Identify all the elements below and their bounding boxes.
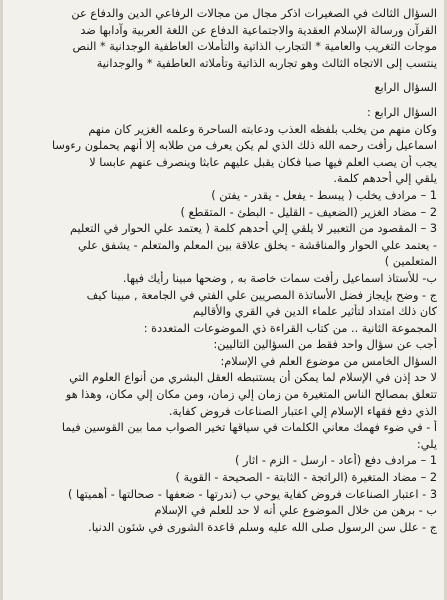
text-line: تتعلق بمصالح الناس المتغيرة من زمان إلي زمان، ومن مكان إلي مكان، وهذا هو — [65, 388, 437, 402]
text-line: يلي: — [416, 437, 437, 451]
text-line: 2 – مضاد الغزير (الضعيف - القليل - البطئ - المتقطع ) — [180, 205, 437, 219]
text-line: ب - برهن من خلال الموضوع علي أنه لا حد للعلم في الإسلام — [154, 504, 437, 518]
section-gap — [8, 97, 437, 105]
text-line: 1 – مرادف يخلب ( يبسط - يفعل - يقدر - يفتن ) — [211, 188, 437, 202]
text-line: 3 - اعتبار الصناعات فروض كفاية يوحي ب (ندرتها - ضعفها - صحالتها - أهميتها ) — [68, 487, 437, 501]
text-line: 3 – المقصود من التعبير لا يلقي إلي أحدهم كلمة ( يعتمد علي الحوار في التعليم — [69, 222, 437, 236]
text-line: لا حد إذن في الإسلام لما يمكن أن يستنبطه العقل البشري من أنواع العلوم التي — [69, 371, 437, 385]
text-line: وكان منهم من يخلب بلفظه العذب ودعابته الساحرة وعلمه الغزير كان منهم — [88, 122, 437, 136]
text-line: السؤال الرابع — [374, 81, 437, 95]
section-gap — [8, 72, 437, 80]
text-line: ج - وضح بإيجاز فضل الأساتذة المصريين علي الفتي في الجامعة , مبينا كيف — [86, 288, 437, 302]
text-line: المجموعة الثانية .. من كتاب القراءة ذي الموضوعات المتعددة : — [143, 321, 437, 335]
text-line: القرآن ورسالة الإسلام العقدية والاجتماعية الدفاع عن اللغة العربية وآدابها ضد — [80, 23, 437, 37]
text-line: السؤال الثالث في الصغيرات اذكر مجال من مجالات الرفاعي الدين والدفاع عن — [71, 7, 437, 20]
text-paragraph — [8, 271, 437, 321]
text-line: السؤال الرابع : — [367, 105, 437, 119]
text-line: اسماعيل رأفت رحمه الله ذلك الذي لم يكن يعرف من طلابه إلا أنهم يحملون رءوسا — [51, 139, 437, 153]
text-line: أجب عن سؤال واحد فقط من السؤالين التاليين: — [213, 338, 437, 352]
text-line: كان ذلك امتداد لتأثير علماء الدين في القري والأقاليم — [192, 305, 437, 319]
text-paragraph — [8, 188, 437, 271]
text-line: يلقي إلي أحدهم كلمة. — [333, 172, 437, 186]
section-heading — [8, 105, 437, 122]
text-line: المتعلمين ) — [384, 255, 437, 269]
text-paragraph — [8, 321, 437, 454]
text-line: ج - علل سن الرسول صلى الله عليه وسلم قاعدة الشورى في شئون الدنيا. — [88, 520, 437, 534]
text-line: 2 – مضاد المتغيرة (الراتجة - الثابتة - الصحيحة - القوية ) — [175, 471, 437, 485]
section-heading — [8, 80, 437, 97]
document-body — [8, 6, 437, 536]
text-line: - يعتمد علي الحوار والمناقشة - يخلق علاقة بين المعلم والمتعلم - يشفق علي — [78, 238, 437, 252]
text-line: الذي دفع فقهاء الإسلام إلي اعتبار الصناعات فروض كفاية. — [168, 404, 437, 418]
text-line: 1 – مرادف دفع (أعاد - ارسل - الزم - اثار ) — [235, 454, 437, 468]
text-paragraph — [8, 453, 437, 536]
text-line: موجات التغريب والعامية * التجارب الذاتية والتأملات العاطفية الوجدانية * النص — [72, 40, 437, 54]
text-paragraph — [8, 122, 437, 188]
text-line: أ - في ضوء فهمك معاني الكلمات في سياقها تخير الصواب مما بين القوسين فيما — [61, 421, 437, 435]
page-edge-left — [0, 0, 3, 600]
text-line: ينتسب إلى الاتجاه الثالث وهو تجاربه الذاتية وتأملاته العاطفية * والوجدانية — [96, 56, 437, 70]
text-line: يجب أن يصب العلم فيها صبا فكان يقبل عليهم عابثا وينصرف عنهم عابسا لا — [89, 155, 437, 169]
text-line: ب- للأستاذ اسماعيل رأفت سمات خاصة به , وضحها مبينا رأيك فيها. — [122, 271, 437, 285]
text-paragraph — [8, 6, 437, 72]
text-line: السؤال الخامس من موضوع العلم في الإسلام: — [220, 354, 437, 368]
